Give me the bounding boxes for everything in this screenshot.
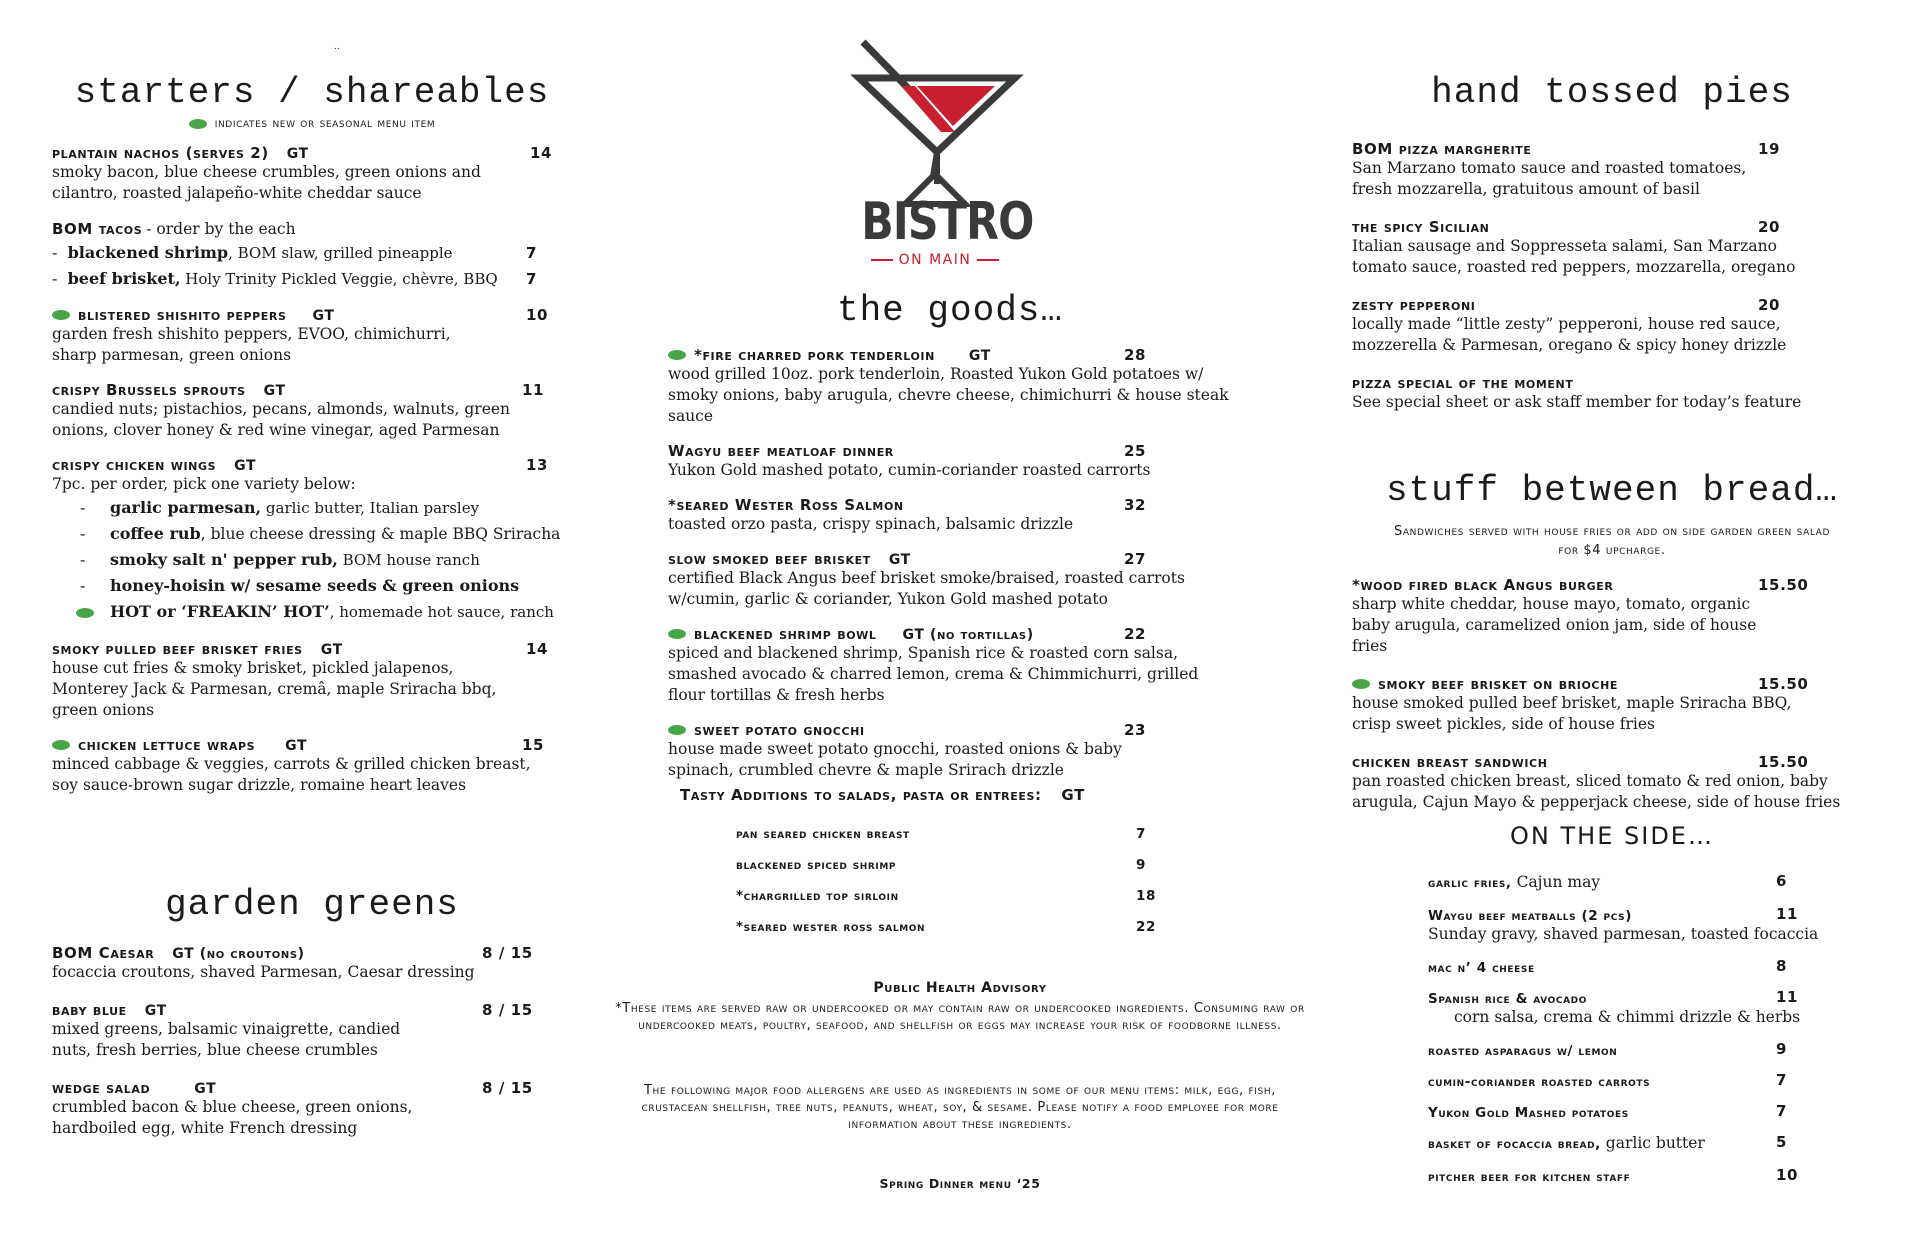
seasonal-dot-icon xyxy=(668,629,686,639)
gt-label: GT (no tortillas) xyxy=(902,627,1034,643)
item-price: 8 / 15 xyxy=(482,1079,533,1097)
item-price: 27 xyxy=(1124,550,1147,568)
gt-label: GT (no croutons) xyxy=(172,946,305,962)
item-price: 8 / 15 xyxy=(482,1001,533,1019)
menu-item xyxy=(52,306,572,366)
menu-item xyxy=(668,721,1308,781)
item-price: 8 / 15 xyxy=(482,944,533,962)
greens-title: garden greens xyxy=(165,884,459,925)
item-price: 8 xyxy=(1776,957,1788,975)
seasonal-legend xyxy=(52,116,572,131)
wing-option: - smoky salt n' pepper rub, BOM house ranch xyxy=(80,550,480,569)
gt-label: GT xyxy=(888,552,911,568)
item-price: 11 xyxy=(522,381,545,399)
item-price: 13 xyxy=(526,456,549,474)
starters-title: starters / shareables xyxy=(74,72,550,113)
taco-option: - beef brisket, Holy Trinity Pickled Veggie, chèvre, BBQ 7 xyxy=(52,266,572,292)
item-desc: certified Black Angus beef brisket smoke/braised, roasted carrots w/cumin, garlic & coriander, Yukon Gold mashed potato xyxy=(668,569,1185,608)
item-price: 15.50 xyxy=(1758,753,1809,771)
addition-item xyxy=(736,919,1156,950)
gt-label: GT xyxy=(234,458,257,474)
item-name: sweet potato gnocchi xyxy=(694,721,865,739)
item-suffix: - order by the each xyxy=(146,220,296,238)
seasonal-dot-icon xyxy=(189,119,207,129)
menu-item xyxy=(52,1079,572,1139)
side-item xyxy=(1428,872,1848,893)
item-name: *fire charred pork tenderloin xyxy=(694,346,935,364)
seasonal-dot-icon xyxy=(668,725,686,735)
menu-item xyxy=(668,442,1308,481)
menu-item xyxy=(1352,576,1892,657)
logo-wordmark: BISTRO xyxy=(861,192,1034,252)
item-name: the spicy Sicilian xyxy=(1352,218,1490,236)
item-name: baby blue xyxy=(52,1001,127,1019)
item-name: Yukon Gold Mashed potatoes xyxy=(1428,1105,1629,1121)
menu-item xyxy=(668,625,1308,706)
item-desc: corn salsa, crema & chimmi drizzle & herbs xyxy=(1454,1008,1801,1026)
sandwich-note: Sandwiches served with house fries or add on side garden green salad for $4 upcharge. xyxy=(1394,524,1830,558)
side-item xyxy=(1428,1040,1848,1059)
item-desc: candied nuts; pistachios, pecans, almonds, walnuts, green onions, clover honey & red wine vinegar, aged Parmesan xyxy=(52,400,511,439)
item-price: 15.50 xyxy=(1758,576,1809,594)
item-name: pitcher beer for kitchen staff xyxy=(1428,1169,1631,1185)
item-price: 15.50 xyxy=(1758,675,1809,693)
item-desc: mixed greens, balsamic vinaigrette, candied nuts, fresh berries, blue cheese crumbles xyxy=(52,1020,401,1059)
addition-name: *chargrilled top sirloin xyxy=(736,888,899,904)
wing-option: - coffee rub, blue cheese dressing & maple BBQ Sriracha xyxy=(80,524,561,543)
addition-item xyxy=(736,826,1146,857)
gt-label: GT xyxy=(286,146,309,162)
item-price: 9 xyxy=(1776,1040,1788,1058)
menu-item xyxy=(668,496,1308,535)
option-bold: beef brisket, xyxy=(67,269,181,288)
addition-item xyxy=(736,857,1146,888)
option-bold: coffee rub xyxy=(110,524,201,543)
item-desc: Yukon Gold mashed potato, cumin-coriander roasted carrorts xyxy=(668,461,1151,479)
side-title: ON THE SIDE… xyxy=(1510,822,1714,850)
item-price: 20 xyxy=(1758,218,1781,236)
gt-label: GT xyxy=(194,1081,217,1097)
item-name: BOM Caesar xyxy=(52,944,155,962)
item-name: *seared Wester Ross Salmon xyxy=(668,496,904,514)
seasonal-dot-icon xyxy=(1352,679,1370,689)
addition-name: pan seared chicken breast xyxy=(736,826,910,842)
item-name: roasted asparagus w/ lemon xyxy=(1428,1043,1618,1059)
item-desc: toasted orzo pasta, crispy spinach, balsamic drizzle xyxy=(668,515,1074,533)
goods-title: the goods… xyxy=(836,290,1064,331)
item-desc: sharp white cheddar, house mayo, tomato, organic baby arugula, caramelized onion jam, side of house fries xyxy=(1352,595,1757,655)
item-name: plantain nachos (serves 2) xyxy=(52,144,269,162)
option-rest: , homemade hot sauce, ranch xyxy=(329,603,554,621)
item-desc: minced cabbage & veggies, carrots & grilled chicken breast, soy sauce-brown sugar drizzle, romaine heart leaves xyxy=(52,755,531,794)
tiny-mark: .. xyxy=(334,42,340,52)
item-price: 22 xyxy=(1124,625,1147,643)
item-name: chicken lettuce wraps xyxy=(78,736,256,754)
option-bold: HOT or ‘FREAKIN’ HOT’ xyxy=(110,602,330,621)
side-item xyxy=(1428,988,1848,1028)
item-price: 7 xyxy=(1776,1071,1788,1089)
logo-tag-text: ON MAIN xyxy=(898,252,972,268)
option-rest: garlic butter, Italian parsley xyxy=(261,499,480,517)
item-name: mac n’ 4 cheese xyxy=(1428,960,1535,976)
item-price: 10 xyxy=(1776,1166,1799,1184)
item-price: 7 xyxy=(1776,1102,1788,1120)
item-desc: house cut fries & smoky brisket, pickled jalapenos, Monterey Jack & Parmesan, cremâ, maple Sriracha bbq, green onions xyxy=(52,659,497,719)
item-price: 23 xyxy=(1124,721,1147,739)
addition-price: 7 xyxy=(1136,826,1146,842)
item-name: blistered shishito peppers xyxy=(78,306,287,324)
seasonal-dot-icon xyxy=(76,608,94,618)
side-item xyxy=(1428,1166,1848,1185)
gt-label: GT xyxy=(285,738,308,754)
item-price: 14 xyxy=(530,144,553,162)
item-price: 32 xyxy=(1124,496,1147,514)
item-name: zesty pepperoni xyxy=(1352,296,1476,314)
allergen-text: The following major food allergens are used as ingredients in some of our menu items: milk, egg, fish, crustacean shellfish, tree nuts, peanuts, wheat, soy, & sesame. Please notify a food employee for more information about these ingredients. xyxy=(641,1083,1279,1132)
seasonal-dot-icon xyxy=(52,740,70,750)
item-name: slow smoked beef brisket xyxy=(668,550,871,568)
item-price: 19 xyxy=(1758,140,1781,158)
seasonal-dot-icon xyxy=(52,310,70,320)
item-name: chicken breast sandwich xyxy=(1352,753,1548,771)
menu-item xyxy=(1352,140,1882,200)
item-name: *wood fired black Angus burger xyxy=(1352,576,1614,594)
side-item xyxy=(1428,905,1848,945)
advisory-title: Public Health Advisory xyxy=(873,980,1047,996)
item-desc: garden fresh shishito peppers, EVOO, chimichurri, sharp parmesan, green onions xyxy=(52,325,451,364)
item-name: Spanish rice & avocado xyxy=(1428,991,1587,1007)
item-desc: Italian sausage and Soppresseta salami, San Marzano tomato sauce, roasted red peppers, mozzarella, oregano xyxy=(1352,237,1796,276)
pies-title: hand tossed pies xyxy=(1431,72,1793,113)
menu-item xyxy=(668,346,1308,427)
item-price: 14 xyxy=(526,640,549,658)
menu-item xyxy=(52,944,572,983)
item-price: 11 xyxy=(1776,988,1799,1006)
menu-item xyxy=(52,219,572,292)
option-bold: garlic parmesan, xyxy=(110,498,262,517)
item-name: wedge salad xyxy=(52,1079,151,1097)
gt-label: GT xyxy=(1061,786,1085,804)
item-name: pizza special of the moment xyxy=(1352,374,1574,392)
item-desc: smoky bacon, blue cheese crumbles, green onions and cilantro, roasted jalapeño-white cheddar sauce xyxy=(52,163,481,202)
item-desc: San Marzano tomato sauce and roasted tomatoes, fresh mozzarella, gratuitous amount of basil xyxy=(1352,159,1747,198)
menu-item xyxy=(52,640,572,721)
menu-item xyxy=(52,1001,572,1061)
menu-item xyxy=(52,381,572,441)
wing-option: - garlic parmesan, garlic butter, Italian parsley xyxy=(80,498,480,517)
item-name: smoky pulled beef brisket fries xyxy=(52,640,303,658)
item-desc: spiced and blackened shrimp, Spanish rice & roasted corn salsa, smashed avocado & charred lemon, crema & Chimmichurri, grilled flour tortillas & fresh herbs xyxy=(668,644,1199,704)
gt-label: GT xyxy=(320,642,343,658)
item-price: 7 xyxy=(526,244,538,262)
additions-title: Tasty Additions to salads, pasta or entrees: xyxy=(680,786,1042,804)
addition-item xyxy=(736,888,1156,919)
item-desc: crumbled bacon & blue cheese, green onions, hardboiled egg, white French dressing xyxy=(52,1098,413,1137)
legend-text: indicates new or seasonal menu item xyxy=(214,116,436,131)
item-desc: pan roasted chicken breast, sliced tomato & red onion, baby arugula, Cajun Mayo & pepperjack cheese, side of house fries xyxy=(1352,772,1841,811)
option-bold: blackened shrimp xyxy=(67,243,229,262)
item-name: Waygu beef meatballs (2 pcs) xyxy=(1428,908,1632,924)
taco-option: - blackened shrimp, BOM slaw, grilled pineapple 7 xyxy=(52,240,572,266)
option-rest: Holy Trinity Pickled Veggie, chèvre, BBQ xyxy=(180,270,498,288)
item-desc: Sunday gravy, shaved parmesan, toasted focaccia xyxy=(1428,925,1819,943)
gt-label: GT xyxy=(968,348,991,364)
item-desc: wood grilled 10oz. pork tenderloin, Roasted Yukon Gold potatoes w/ smoky onions, baby arugula, chevre cheese, chimichurri & house steak sauce xyxy=(668,365,1229,425)
menu-item xyxy=(1352,296,1882,356)
side-item xyxy=(1428,1133,1848,1154)
item-name: blackened shrimp bowl xyxy=(694,625,877,643)
item-name: crispy Brussels sprouts xyxy=(52,381,246,399)
bread-title: stuff between bread… xyxy=(1385,470,1839,511)
gt-label: GT xyxy=(263,383,286,399)
gt-label: GT xyxy=(144,1003,167,1019)
wing-option: - honey-hoisin w/ sesame seeds & green onions xyxy=(80,576,520,595)
item-price: 20 xyxy=(1758,296,1781,314)
option-rest: BOM house ranch xyxy=(337,551,480,569)
item-price: 10 xyxy=(526,306,549,324)
side-item xyxy=(1428,957,1848,976)
option-rest: , blue cheese dressing & maple BBQ Sriracha xyxy=(200,525,561,543)
menu-item xyxy=(52,456,572,625)
item-price: 6 xyxy=(1776,872,1788,890)
menu-item xyxy=(1352,675,1892,735)
menu-item xyxy=(52,736,572,796)
item-price: 28 xyxy=(1124,346,1147,364)
menu-footer: Spring Dinner menu ‘25 xyxy=(879,1176,1041,1191)
menu-item xyxy=(1352,753,1892,813)
addition-name: blackened spiced shrimp xyxy=(736,857,897,873)
advisory-text: *These items are served raw or undercooked or may contain raw or undercooked ingredients. Consuming raw or undercooked meats, poultry, seafood, and shellfish or eggs may increase your risk of foodborne illness. xyxy=(615,1001,1305,1033)
item-desc: locally made “little zesty” pepperoni, house red sauce, mozzerella & Parmesan, oregano & spicy honey drizzle xyxy=(1352,315,1787,354)
menu-item xyxy=(1352,218,1882,278)
menu-item xyxy=(52,144,572,204)
gt-label: GT xyxy=(312,308,335,324)
item-price: 5 xyxy=(1776,1133,1788,1151)
addition-name: *seared wester ross salmon xyxy=(736,919,926,935)
addition-price: 9 xyxy=(1136,857,1146,873)
item-extra: garlic butter xyxy=(1600,1134,1705,1152)
additions-heading xyxy=(680,786,1300,804)
item-name: BOM pizza margherite xyxy=(1352,140,1532,158)
addition-price: 18 xyxy=(1136,888,1156,904)
option-bold: honey-hoisin w/ sesame seeds & green onions xyxy=(110,576,520,595)
item-desc: house made sweet potato gnocchi, roasted onions & baby spinach, crumbled chevre & maple Srirach drizzle xyxy=(668,740,1122,779)
logo-tagline xyxy=(845,252,1025,268)
option-bold: smoky salt n' pepper rub, xyxy=(110,550,338,569)
item-desc: 7pc. per order, pick one variety below: xyxy=(52,475,356,493)
item-name: basket of focaccia bread, xyxy=(1428,1136,1601,1152)
item-name: cumin-coriander roasted carrots xyxy=(1428,1074,1651,1090)
bistro-logo xyxy=(845,36,1034,276)
wing-option xyxy=(80,599,572,625)
side-item xyxy=(1428,1071,1848,1090)
side-item xyxy=(1428,1102,1848,1121)
item-desc: focaccia croutons, shaved Parmesan, Caesar dressing xyxy=(52,963,475,981)
item-name: smoky beef brisket on brioche xyxy=(1378,675,1618,693)
menu-item xyxy=(1352,374,1882,413)
item-desc: house smoked pulled beef brisket, maple Sriracha BBQ, crisp sweet pickles, side of house fries xyxy=(1352,694,1792,733)
item-extra: Cajun may xyxy=(1511,873,1601,891)
item-name: Wagyu beef meatloaf dinner xyxy=(668,442,894,460)
item-price: 15 xyxy=(522,736,545,754)
option-rest: , BOM slaw, grilled pineapple xyxy=(228,244,453,262)
item-name: BOM tacos xyxy=(52,220,143,238)
item-price: 25 xyxy=(1124,442,1147,460)
item-price: 11 xyxy=(1776,905,1799,923)
item-desc: See special sheet or ask staff member for today’s feature xyxy=(1352,393,1802,411)
addition-price: 22 xyxy=(1136,919,1156,935)
item-name: garlic fries, xyxy=(1428,875,1512,891)
menu-item xyxy=(668,550,1308,610)
item-name: crispy chicken wings xyxy=(52,456,217,474)
seasonal-dot-icon xyxy=(668,350,686,360)
item-price: 7 xyxy=(526,270,538,288)
